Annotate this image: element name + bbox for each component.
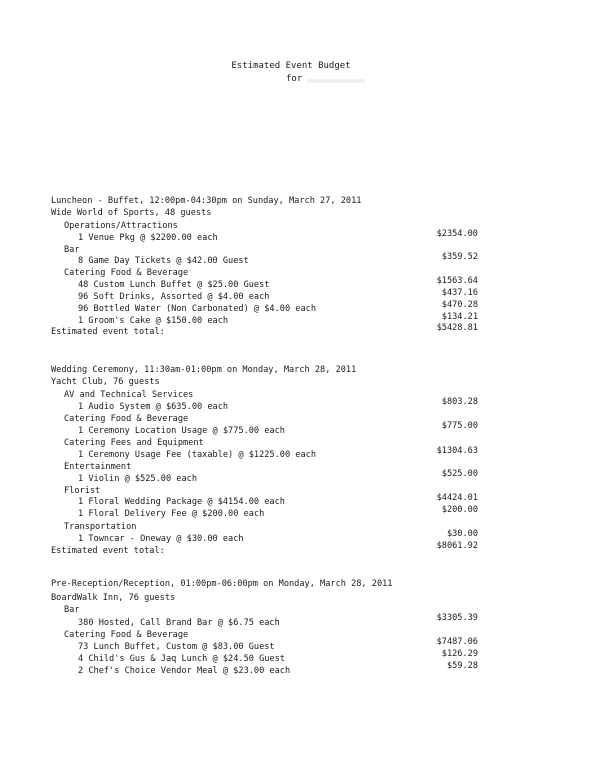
line-amount: $134.21 xyxy=(441,312,478,322)
group-name: Catering Food & Beverage xyxy=(64,630,189,640)
line-item: 1 Audio System @ $635.00 each xyxy=(78,402,229,412)
document-for-label: for xyxy=(286,74,303,84)
line-amount: $7487.06 xyxy=(436,637,478,647)
group-name: Operations/Attractions xyxy=(64,221,178,231)
line-item: 48 Custom Lunch Buffet @ $25.00 Guest xyxy=(78,280,270,290)
section-venue: Yacht Club, 76 guests xyxy=(51,377,160,387)
line-amount: $4424.01 xyxy=(436,493,478,503)
group-name: Entertainment xyxy=(64,462,132,472)
line-item: 2 Chef's Choice Vendor Meal @ $23.00 each xyxy=(78,666,291,676)
line-amount: $30.00 xyxy=(446,529,478,539)
line-item: 1 Ceremony Usage Fee (taxable) @ $1225.00 each xyxy=(78,450,316,460)
estimated-total-amount: $5428.81 xyxy=(436,323,478,333)
line-amount: $59.28 xyxy=(446,661,478,671)
group-name: Bar xyxy=(64,245,80,255)
line-amount: $359.52 xyxy=(441,252,478,262)
group-name: Florist xyxy=(64,486,101,496)
line-item: 380 Hosted, Call Brand Bar @ $6.75 each xyxy=(78,618,280,628)
line-amount: $2354.00 xyxy=(436,229,478,239)
line-amount: $470.28 xyxy=(441,300,478,310)
line-amount: $1304.63 xyxy=(436,446,478,456)
section-venue: BoardWalk Inn, 76 guests xyxy=(51,593,176,603)
line-item: 1 Groom's Cake @ $150.00 each xyxy=(78,316,229,326)
line-item: 1 Ceremony Location Usage @ $775.00 each xyxy=(78,426,285,436)
line-item: 96 Soft Drinks, Assorted @ $4.00 each xyxy=(78,292,270,302)
group-name: Catering Food & Beverage xyxy=(64,414,189,424)
line-amount: $200.00 xyxy=(441,505,478,515)
line-item: 1 Floral Wedding Package @ $4154.00 each xyxy=(78,497,285,507)
line-amount: $803.28 xyxy=(441,397,478,407)
document-title: Estimated Event Budget xyxy=(231,61,351,71)
line-amount: $525.00 xyxy=(441,469,478,479)
estimated-total-label: Estimated event total: xyxy=(51,327,165,337)
group-name: Catering Fees and Equipment xyxy=(64,438,204,448)
line-item: 1 Floral Delivery Fee @ $200.00 each xyxy=(78,509,265,519)
section-heading: Pre-Reception/Reception, 01:00pm-06:00pm on Monday, March 28, 2011 xyxy=(51,579,393,589)
section-heading: Luncheon - Buffet, 12:00pm-04:30pm on Sunday, March 27, 2011 xyxy=(51,196,362,206)
line-amount: $1563.64 xyxy=(436,276,478,286)
line-amount: $3305.39 xyxy=(436,613,478,623)
line-item: 73 Lunch Buffet, Custom @ $83.00 Guest xyxy=(78,642,275,652)
line-item: 8 Game Day Tickets @ $42.00 Guest xyxy=(78,256,249,266)
estimated-total-label: Estimated event total: xyxy=(51,546,165,556)
group-name: Catering Food & Beverage xyxy=(64,268,189,278)
line-item: 1 Towncar - Oneway @ $30.00 each xyxy=(78,534,244,544)
section-venue: Wide World of Sports, 48 guests xyxy=(51,208,212,218)
estimated-total-amount: $8061.92 xyxy=(436,541,478,551)
group-name: Transportation xyxy=(64,522,137,532)
line-amount: $437.16 xyxy=(441,288,478,298)
line-amount: $775.00 xyxy=(441,421,478,431)
line-item: 1 Venue Pkg @ $2200.00 each xyxy=(78,233,218,243)
line-amount: $126.29 xyxy=(441,649,478,659)
line-item: 96 Bottled Water (Non Carbonated) @ $4.00 each xyxy=(78,304,316,314)
line-item: 4 Child's Gus & Jaq Lunch @ $24.50 Guest xyxy=(78,654,285,664)
group-name: Bar xyxy=(64,605,80,615)
line-item: 1 Violin @ $525.00 each xyxy=(78,474,197,484)
section-heading: Wedding Ceremony, 11:30am-01:00pm on Monday, March 28, 2011 xyxy=(51,365,357,375)
redacted-name xyxy=(307,79,365,83)
group-name: AV and Technical Services xyxy=(64,390,194,400)
